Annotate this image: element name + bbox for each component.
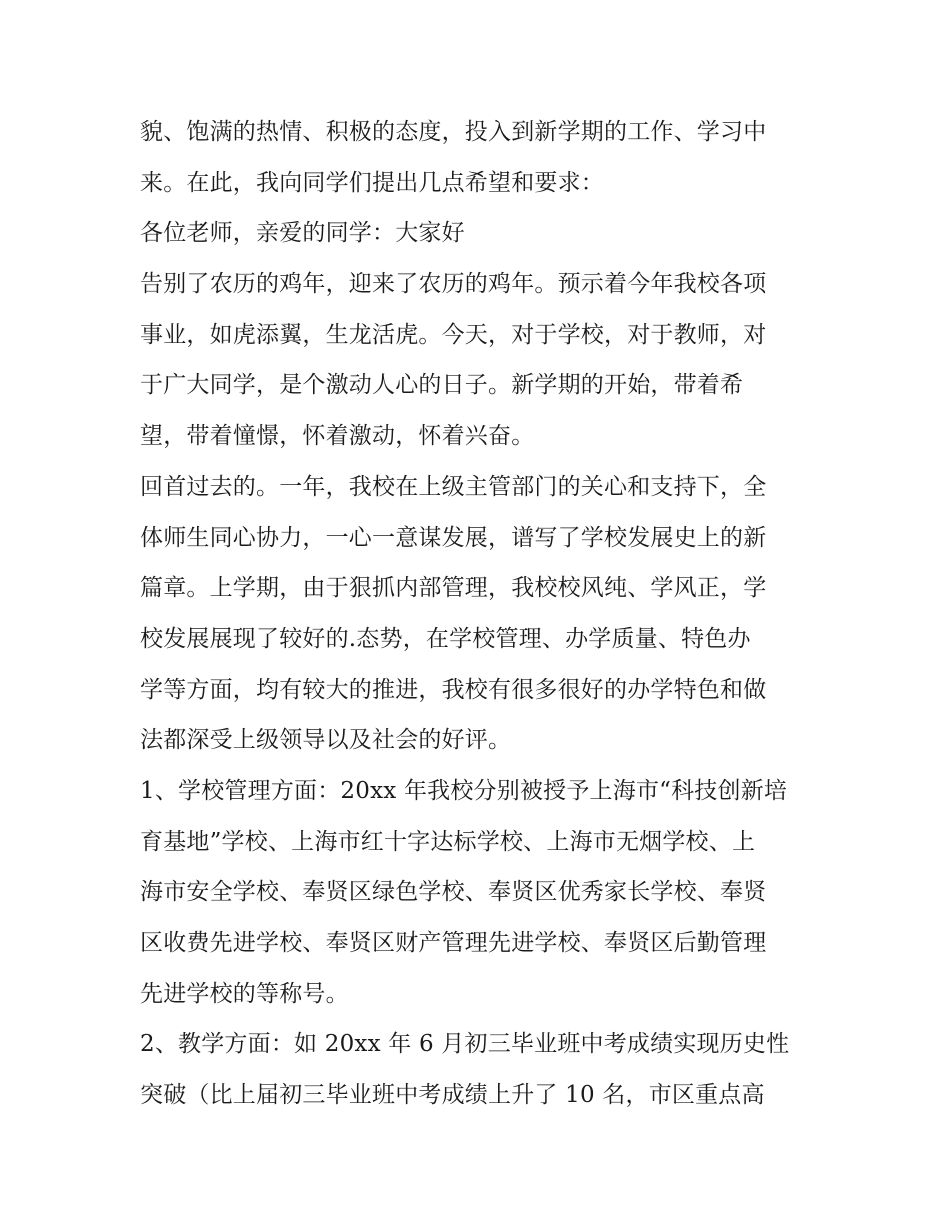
text-line: 篇章。上学期，由于狠抓内部管理，我校校风纯、学风正，学	[140, 575, 767, 602]
text-line: 法都深受上级领导以及社会的好评。	[140, 727, 512, 754]
text-line: 2、教学方面：如 20xx 年 6 月初三毕业班中考成绩实现历史性	[140, 1031, 790, 1058]
text-line: 各位老师，亲爱的同学：大家好	[140, 220, 465, 247]
text-line: 育基地”学校、上海市红十字达标学校、上海市无烟学校、上	[140, 828, 756, 855]
text-line: 事业，如虎添翼，生龙活虎。今天，对于学校，对于教师，对	[140, 321, 767, 348]
text-line: 望，带着憧憬，怀着激动，怀着兴奋。	[140, 423, 535, 450]
text-line: 貌、饱满的热情、积极的态度，投入到新学期的工作、学习中	[140, 119, 767, 145]
text-line: 突破（比上届初三毕业班中考成绩上升了 10 名，市区重点高	[140, 1082, 765, 1109]
text-line: 回首过去的。一年，我校在上级主管部门的关心和支持下，全	[140, 473, 767, 500]
document-body	[140, 107, 820, 1121]
text-line: 于广大同学，是个激动人心的日子。新学期的开始，带着希	[140, 372, 744, 399]
text-line: 告别了农历的鸡年，迎来了农历的鸡年。预示着今年我校各项	[140, 271, 767, 298]
text-line: 海市安全学校、奉贤区绿色学校、奉贤区优秀家长学校、奉贤	[140, 879, 767, 906]
text-line: 1、学校管理方面：20xx 年我校分别被授予上海市“科技创新培	[140, 777, 788, 804]
text-line: 来。在此，我向同学们提出几点希望和要求：	[140, 169, 604, 196]
text-line: 学等方面，均有较大的推进，我校有很多很好的办学特色和做	[140, 676, 767, 703]
text-line: 区收费先进学校、奉贤区财产管理先进学校、奉贤区后勤管理	[140, 930, 767, 956]
text-line: 校发展展现了较好的.态势，在学校管理、办学质量、特色办	[140, 625, 751, 652]
text-line: 先进学校的等称号。	[140, 980, 349, 1007]
text-line: 体师生同心协力，一心一意谋发展，谱写了学校发展史上的新	[140, 524, 767, 551]
